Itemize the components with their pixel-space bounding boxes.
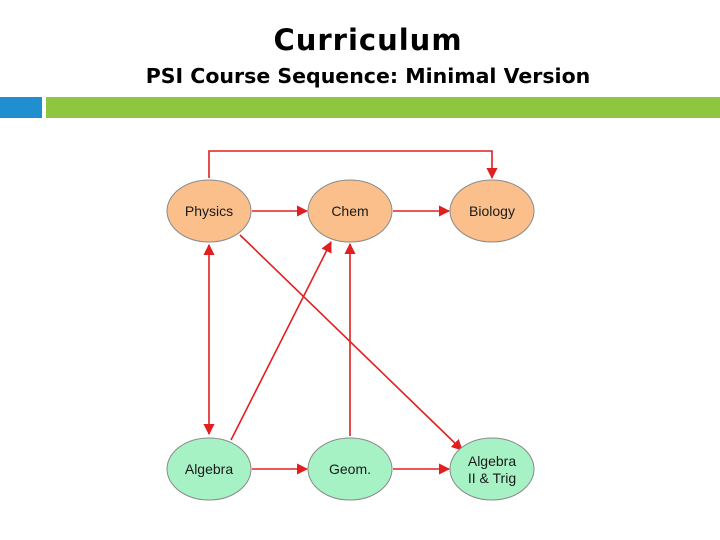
node-biology-label: Biology	[469, 203, 515, 219]
node-geom	[308, 438, 392, 500]
node-algebra2	[450, 438, 534, 500]
node-physics-label: Physics	[184, 203, 234, 219]
slide-subtitle: PSI Course Sequence: Minimal Version	[145, 64, 591, 88]
node-algebra	[167, 438, 251, 500]
node-biology	[450, 180, 534, 242]
node-algebra2-label-line: Algebra	[467, 453, 517, 469]
node-algebra-label: Algebra	[184, 461, 234, 477]
node-algebra2-label-line: II & Trig	[467, 470, 517, 486]
node-algebra2-shape	[450, 438, 534, 500]
node-geom-label: Geom.	[328, 461, 372, 477]
node-chem	[308, 180, 392, 242]
node-algebra2-label	[468, 453, 516, 486]
arrow-physics-to-algebra2	[240, 235, 462, 450]
slide-title: Curriculum	[273, 23, 463, 57]
node-physics	[167, 180, 251, 242]
arrow-physics-to-biology	[209, 151, 492, 178]
node-chem-label: Chem	[331, 203, 369, 219]
arrow-algebra-to-chem	[231, 242, 331, 440]
